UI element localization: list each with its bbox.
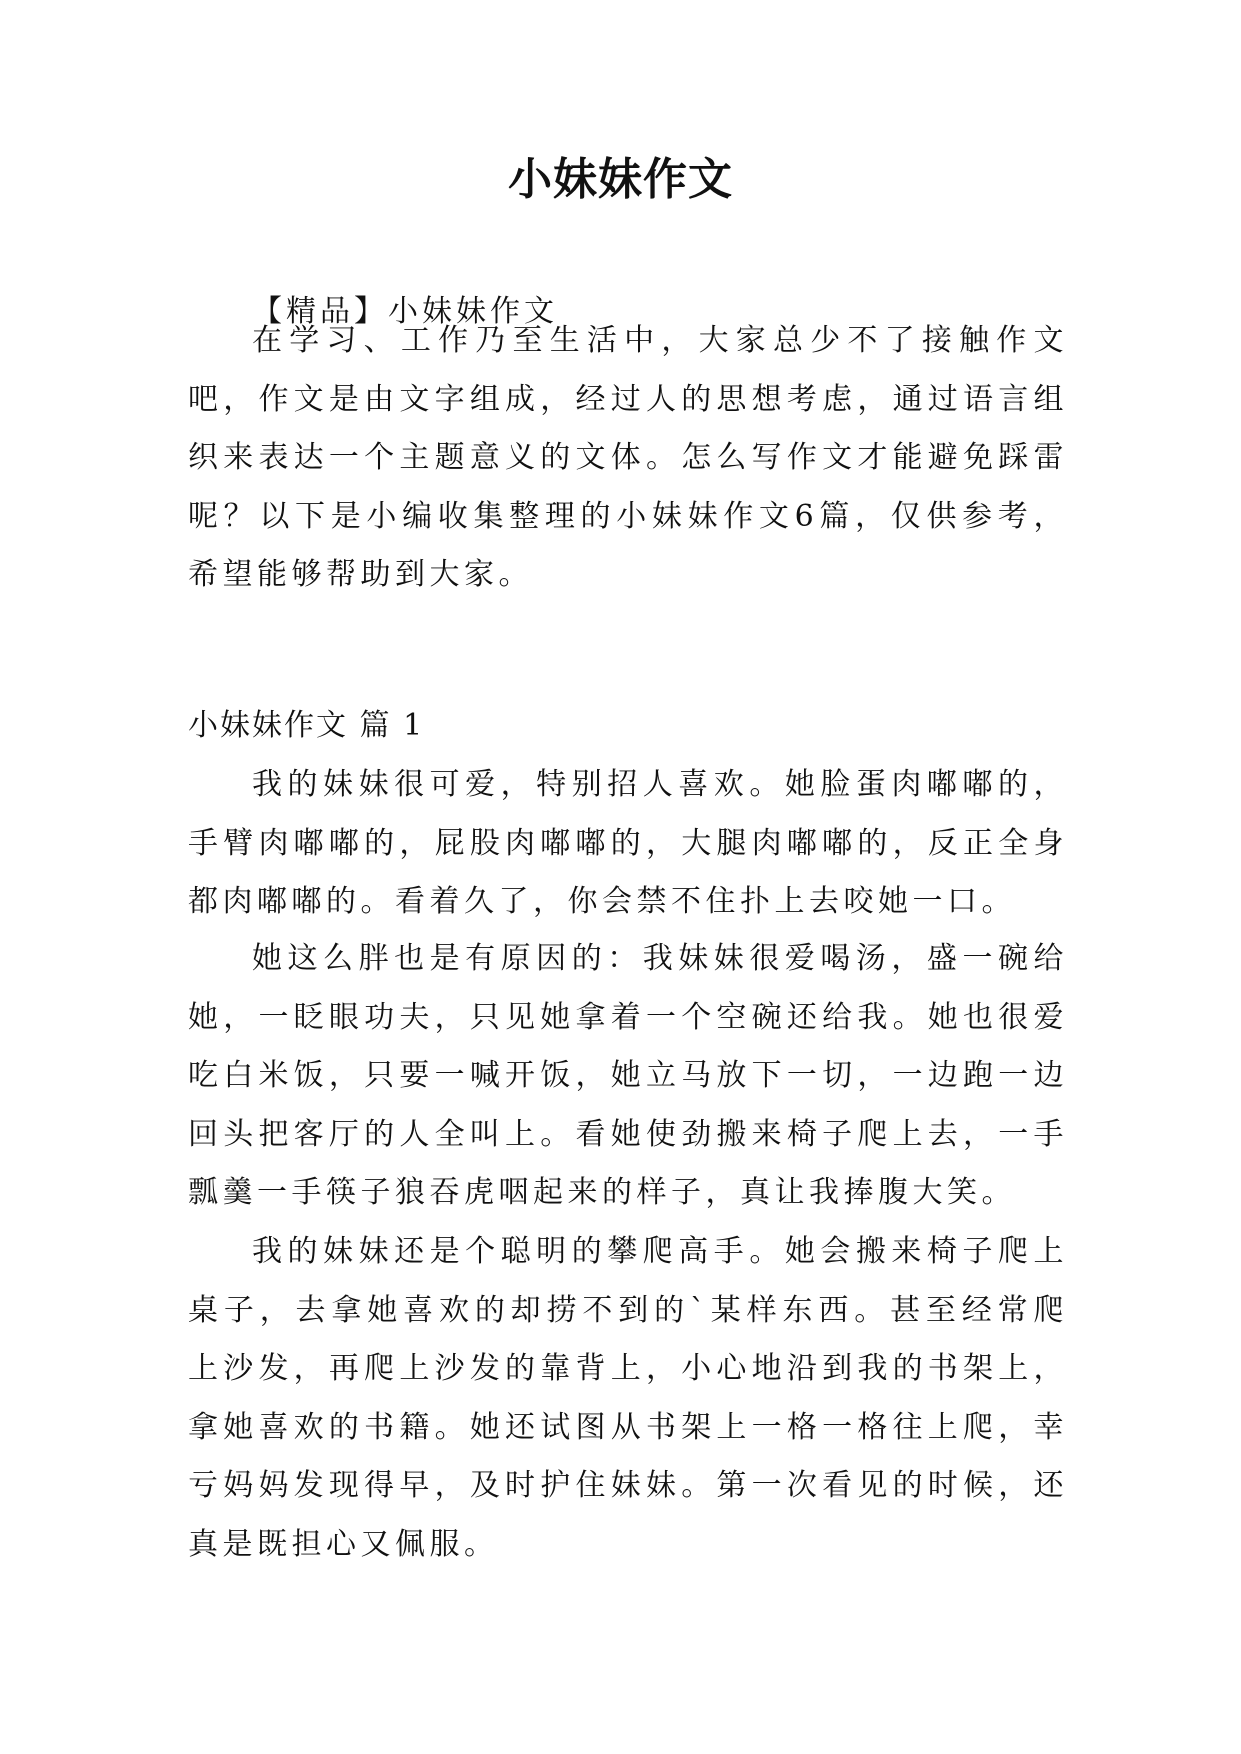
document-subtitle: 【精品】小妹妹作文 — [252, 294, 558, 329]
intro-paragraph: 在学习、工作乃至生活中，大家总少不了接触作文吧，作文是由文字组成，经过人的思想考虑，通过语言组织来表达一个主题意义的文体。怎么写作文才能避免踩雷呢？以下是小编收集整理的小妹妹作文6篇，仅供参考，希望能够帮助到大家。 — [188, 323, 1068, 592]
section-title: 小妹妹作文 篇 1 — [188, 708, 425, 743]
body-paragraph-1: 我的妹妹很可爱，特别招人喜欢。她脸蛋肉嘟嘟的，手臂肉嘟嘟的，屁股肉嘟嘟的，大腿肉嘟嘟的，反正全身都肉嘟嘟的。看着久了，你会禁不住扑上去咬她一口。 — [188, 767, 1068, 919]
document-title: 小妹妹作文 — [508, 154, 733, 205]
body-paragraph-3: 我的妹妹还是个聪明的攀爬高手。她会搬来椅子爬上桌子，去拿她喜欢的却捞不到的`某样东西。甚至经常爬上沙发，再爬上沙发的靠背上，小心地沿到我的书架上，拿她喜欢的书籍。她还试图从书架上一格一格往上爬，幸亏妈妈发现得早，及时护住妹妹。第一次看见的时候，还真是既担心又佩服。 — [188, 1234, 1068, 1562]
body-paragraph-2: 她这么胖也是有原因的：我妹妹很爱喝汤，盛一碗给她，一眨眼功夫，只见她拿着一个空碗还给我。她也很爱吃白米饭，只要一喊开饭，她立马放下一切，一边跑一边回头把客厅的人全叫上。看她使劲搬来椅子爬上去，一手瓢羹一手筷子狼吞虎咽起来的样子，真让我捧腹大笑。 — [188, 941, 1068, 1210]
